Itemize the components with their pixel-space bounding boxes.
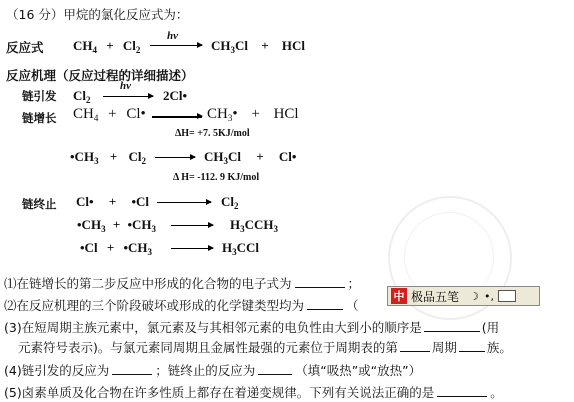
answer-blank-period[interactable] (400, 339, 430, 352)
ime-toolbar[interactable] (387, 286, 540, 306)
answer-blank-4a[interactable] (112, 362, 152, 375)
question-1: ⑴在链增长的第二步反应中形成的化合物的电子式为 ； (4, 276, 361, 291)
ime-halfwidth-moon-icon[interactable]: ☽ (469, 289, 479, 303)
propagation-step1-enthalpy: ΔH= +7. 5KJ/mol (175, 128, 250, 139)
answer-blank-5[interactable] (437, 384, 487, 397)
ime-chinese-mode-icon[interactable]: 中 (391, 288, 407, 304)
ime-keyboard-icon[interactable] (498, 290, 516, 302)
question-3b: 元素符号表示)。与氯元素同周期且金属性最强的元素位于周期表的第 周期 族。 (18, 340, 512, 355)
termination-step3-reactants: •Cl + $•CH_3$ (80, 240, 153, 257)
initiation-arrow (103, 96, 153, 97)
header-title: 甲烷的氯化反应式为： (63, 7, 189, 22)
termination-step3-product: $H_3CCl$ (222, 240, 260, 257)
propagation-step2-reactants: $•CH_3 + Cl_2$ (70, 149, 146, 166)
answer-blank-group[interactable] (459, 339, 485, 352)
termination-step2-reactants: $•CH_3$ + $•CH_3$ (77, 217, 157, 234)
initiation-product: 2Cl• (163, 88, 188, 103)
propagation-label: 链增长 (22, 111, 57, 125)
propagation-step2-products: $CH_3Cl$ + Cl• (204, 149, 297, 166)
reaction-reactants: $CH_4 + Cl_2$ (73, 38, 141, 55)
termination-label: 链终止 (22, 197, 57, 211)
answer-blank-4b[interactable] (258, 362, 292, 375)
termination-step1-product: $Cl_2$ (221, 194, 239, 211)
initiation-condition: hv (120, 80, 131, 92)
termination-step3-arrow (171, 248, 213, 249)
mechanism-label: 反应机理（反应过程的详细描述） (6, 68, 194, 83)
ime-name[interactable]: 极品五笔 (411, 289, 460, 304)
termination-step1-arrow (157, 202, 211, 203)
termination-step2-arrow (171, 225, 213, 226)
answer-blank-2[interactable] (307, 297, 343, 310)
question-2: ⑵在反应机理的三个阶段破坏或形成的化学键类型均为 （ (4, 298, 359, 313)
propagation-step1-reactants: $CH_4$ + Cl• (73, 106, 146, 123)
reaction-label: 反应式 (6, 40, 44, 55)
propagation-step2-arrow (155, 157, 195, 158)
initiation-label: 链引发 (22, 89, 57, 103)
question-4: (4)链引发的反应为 ；链终止的反应为 （填“吸热”或“放热”） (4, 363, 422, 378)
propagation-step1-products: $CH_3•$ + HCl (207, 106, 299, 123)
ime-punctuation-icon[interactable]: •, (484, 289, 495, 303)
reaction-products: $CH_3Cl$ + HCl (211, 38, 306, 55)
question-3a: (3)在短周期主族元素中，氯元素及与其相邻元素的电负性由大到小的顺序是 (用 (4, 320, 500, 335)
termination-step2-product: $H_3CCH_3$ (230, 217, 279, 234)
propagation-step2-enthalpy: Δ H= -112. 9 KJ/mol (173, 172, 260, 183)
score-label: （16 分） (6, 7, 64, 22)
question-5: (5)卤素单质及化合物在许多性质上都存在着递变规律。下列有关说法正确的是 。 (4, 385, 503, 400)
initiation-reactant: $Cl_2$ (73, 88, 91, 105)
propagation-step1-arrow (152, 116, 202, 118)
question-header (6, 5, 188, 23)
reaction-condition: hv (167, 30, 178, 42)
answer-blank-3a[interactable] (424, 319, 480, 332)
reaction-arrow (150, 45, 202, 46)
termination-step1-reactants: Cl• + •Cl (76, 194, 150, 209)
answer-blank-1[interactable] (295, 275, 345, 288)
